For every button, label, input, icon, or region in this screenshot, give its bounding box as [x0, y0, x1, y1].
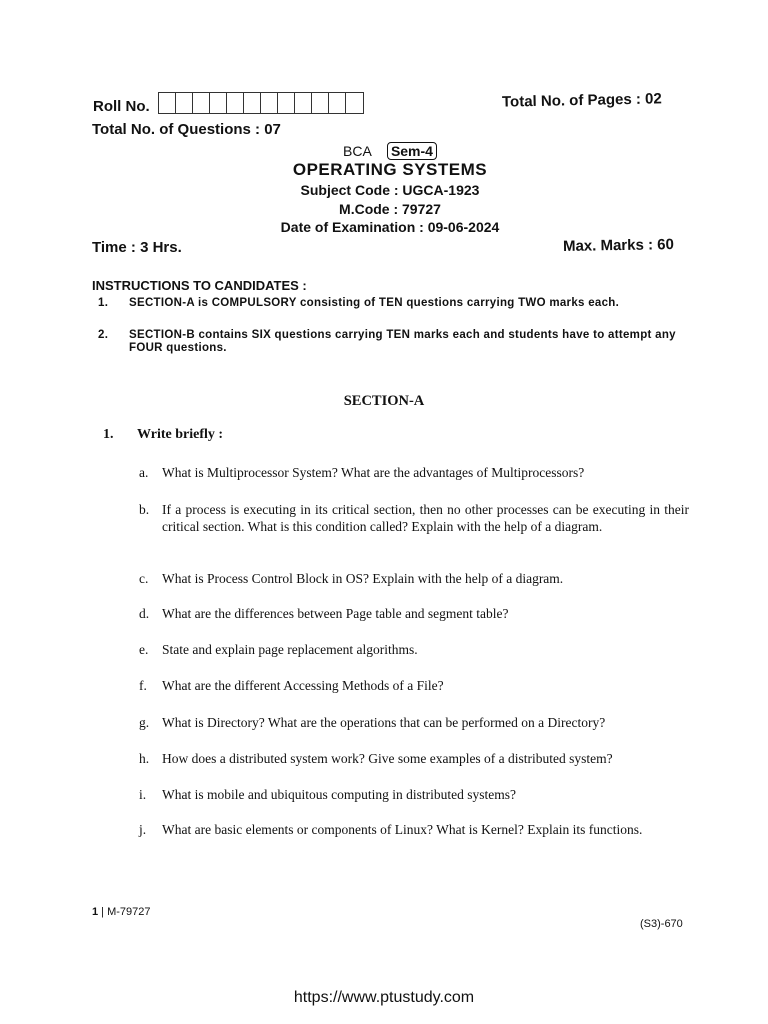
roll-no-box: [227, 93, 244, 113]
instruction-text: SECTION-B contains SIX questions carrying TEN marks each and students have to attempt any FOUR questions.: [129, 329, 676, 354]
item-label: i.: [139, 787, 147, 802]
m-code: M.Code : 79727: [339, 201, 441, 217]
item-label: h.: [139, 751, 150, 766]
page-footer-left: 1 | M-79727: [92, 906, 151, 918]
item-label: j.: [139, 822, 147, 837]
website-url[interactable]: https://www.ptustudy.com: [293, 989, 475, 1006]
item-text: What is mobile and ubiquitous computing in distributed systems?: [162, 787, 516, 802]
question-number: 1.: [103, 427, 114, 442]
item-label: c.: [139, 571, 149, 586]
roll-no-box: [210, 93, 227, 113]
course-name: BCA: [343, 143, 372, 159]
instruction-number: 1.: [98, 297, 109, 309]
item-label: f.: [139, 678, 147, 693]
item-text: How does a distributed system work? Give some examples of a distributed system?: [162, 751, 613, 766]
item-text: What are basic elements or components of Linux? What is Kernel? Explain its functions.: [162, 822, 643, 837]
item-text: What is Directory? What are the operations that can be performed on a Directory?: [162, 715, 606, 730]
item-label: e.: [139, 642, 149, 657]
instruction-number: 2.: [98, 329, 109, 341]
exam-time: Time : 3 Hrs.: [92, 239, 182, 256]
section-a-title: SECTION-A: [343, 393, 425, 409]
roll-no-box: [193, 93, 210, 113]
item-label: d.: [139, 606, 150, 621]
question-text: Write briefly :: [137, 427, 224, 442]
item-text: What are the different Accessing Methods of a File?: [162, 678, 444, 693]
item-label: g.: [139, 715, 150, 730]
page-number: 1: [92, 906, 99, 918]
course-line: [0, 142, 768, 160]
instructions-heading: INSTRUCTIONS TO CANDIDATES :: [92, 278, 307, 293]
item-text: What is Multiprocessor System? What are the advantages of Multiprocessors?: [162, 465, 585, 480]
item-text: If a process is executing in its critical section, then no other processes can be executing in their critical section. What is this condition called? Explain with the help of a diagram.: [162, 502, 689, 534]
exam-date: Date of Examination : 09-06-2024: [280, 219, 500, 235]
paper-serial: (S3)-670: [640, 918, 683, 930]
item-label: b.: [139, 502, 150, 517]
semester-badge: Sem-4: [387, 142, 437, 160]
roll-no-box: [329, 93, 346, 113]
total-questions: Total No. of Questions : 07: [92, 121, 281, 138]
total-pages: Total No. of Pages : 02: [501, 90, 662, 111]
roll-no-box: [261, 93, 278, 113]
roll-no-box: [312, 93, 329, 113]
roll-no-label: Roll No.: [93, 98, 150, 115]
page-code: M-79727: [107, 906, 151, 918]
roll-no-box: [244, 93, 261, 113]
item-text: What are the differences between Page table and segment table?: [162, 606, 509, 621]
item-text: State and explain page replacement algorithms.: [162, 642, 418, 657]
roll-no-box: [346, 93, 363, 113]
subject-title: OPERATING SYSTEMS: [292, 160, 488, 179]
item-label: a.: [139, 465, 149, 480]
item-text: What is Process Control Block in OS? Explain with the help of a diagram.: [162, 571, 564, 586]
roll-no-box: [176, 93, 193, 113]
roll-no-boxes: [158, 92, 364, 114]
subject-code: Subject Code : UGCA-1923: [300, 182, 480, 198]
instruction-text: SECTION-A is COMPULSORY consisting of TEN questions carrying TWO marks each.: [129, 297, 620, 309]
roll-no-box: [278, 93, 295, 113]
max-marks: Max. Marks : 60: [562, 236, 675, 255]
roll-no-box: [159, 93, 176, 113]
roll-no-box: [295, 93, 312, 113]
